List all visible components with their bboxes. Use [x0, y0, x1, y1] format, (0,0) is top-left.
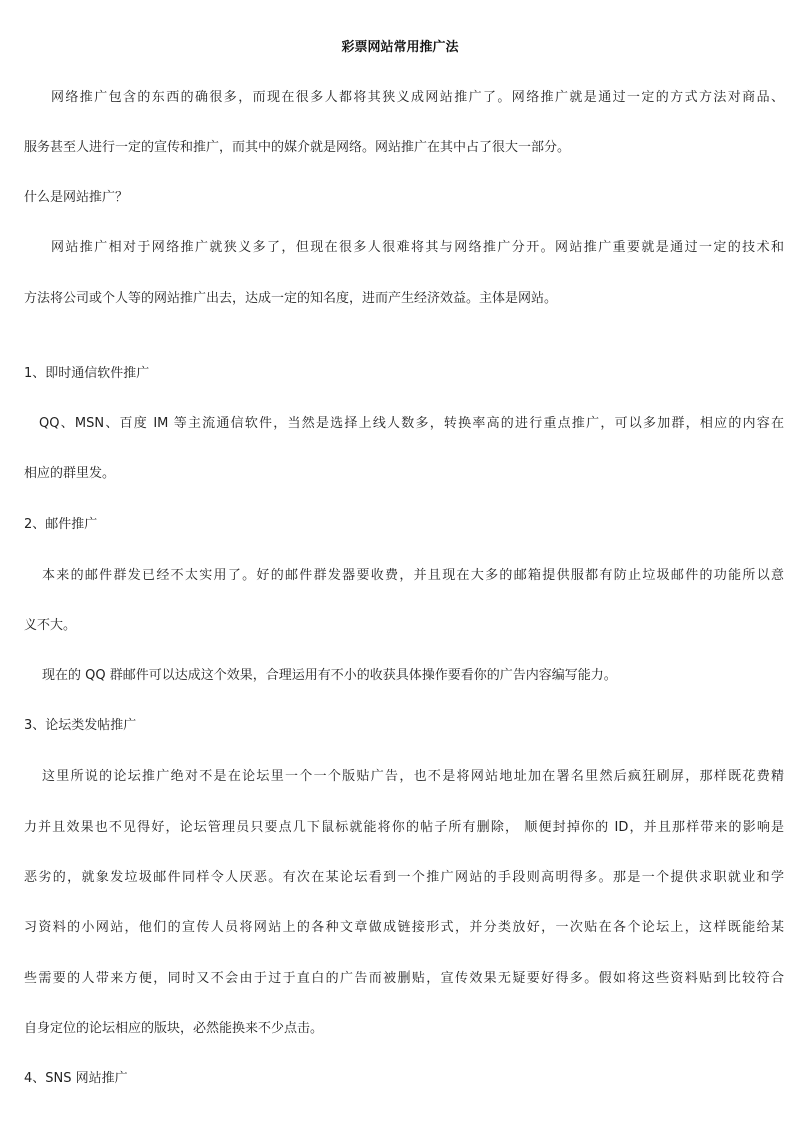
paragraph-line: QQ、MSN、百度 IM 等主流通信软件，当然是选择上线人数多，转换率高的进行重点推广，可以多加群，相应的内容在 [39, 416, 784, 431]
paragraph-line: 习资料的小网站，他们的宣传人员将网站上的各种文章做成链接形式，并分类放好，一次贴在各个论坛上，这样既能给某 [24, 920, 784, 935]
paragraph-line: 这里所说的论坛推广绝对不是在论坛里一个一个版贴广告，也不是将网站地址加在署名里然后疯狂刷屏，那样既花费精 [42, 769, 784, 784]
paragraph-line: 网站推广相对于网络推广就狭义多了，但现在很多人很难将其与网络推广分开。网站推广重要就是通过一定的技术和 [51, 240, 784, 255]
paragraph-line: 力并且效果也不见得好，论坛管理员只要点几下鼠标就能将你的帖子所有删除， 顺便封掉你的 ID，并且那样带来的影响是 [24, 820, 784, 835]
section-heading: 3、论坛类发帖推广 [24, 718, 137, 733]
section-question: 什么是网站推广？ [24, 190, 129, 205]
paragraph-line: 些需要的人带来方便，同时又不会由于过于直白的广告而被删贴，宣传效果无疑要好得多。假如将这些资料贴到比较符合 [24, 971, 784, 986]
paragraph-line: 义不大。 [24, 618, 77, 633]
paragraph-line: 本来的邮件群发已经不太实用了。好的邮件群发器要收费，并且现在大多的邮箱提供服都有防止垃圾邮件的功能所以意 [42, 568, 784, 583]
document-title: 彩票网站常用推广法 [341, 40, 459, 55]
paragraph-line: 网络推广包含的东西的确很多，而现在很多人都将其狭义成网站推广了。网络推广就是通过一定的方式方法对商品、 [51, 90, 784, 105]
section-heading: 4、SNS 网站推广 [24, 1071, 128, 1086]
section-heading: 1、即时通信软件推广 [24, 366, 150, 381]
section-heading: 2、邮件推广 [24, 517, 98, 532]
paragraph-line: 恶劣的，就象发垃圾邮件同样令人厌恶。有次在某论坛看到一个推广网站的手段则高明得多。那是一个提供求职就业和学 [24, 870, 784, 885]
paragraph-line: 相应的群里发。 [24, 466, 116, 481]
paragraph-line: 方法将公司或个人等的网站推广出去，达成一定的知名度，进而产生经济效益。主体是网站。 [24, 291, 558, 306]
paragraph-line: 服务甚至人进行一定的宣传和推广，而其中的媒介就是网络。网站推广在其中占了很大一部分。 [24, 140, 571, 155]
paragraph-line: 自身定位的论坛相应的版块，必然能换来不少点击。 [24, 1021, 324, 1036]
paragraph-line: 现在的 QQ 群邮件可以达成这个效果，合理运用有不小的收获具体操作要看你的广告内容编写能力。 [42, 668, 617, 683]
